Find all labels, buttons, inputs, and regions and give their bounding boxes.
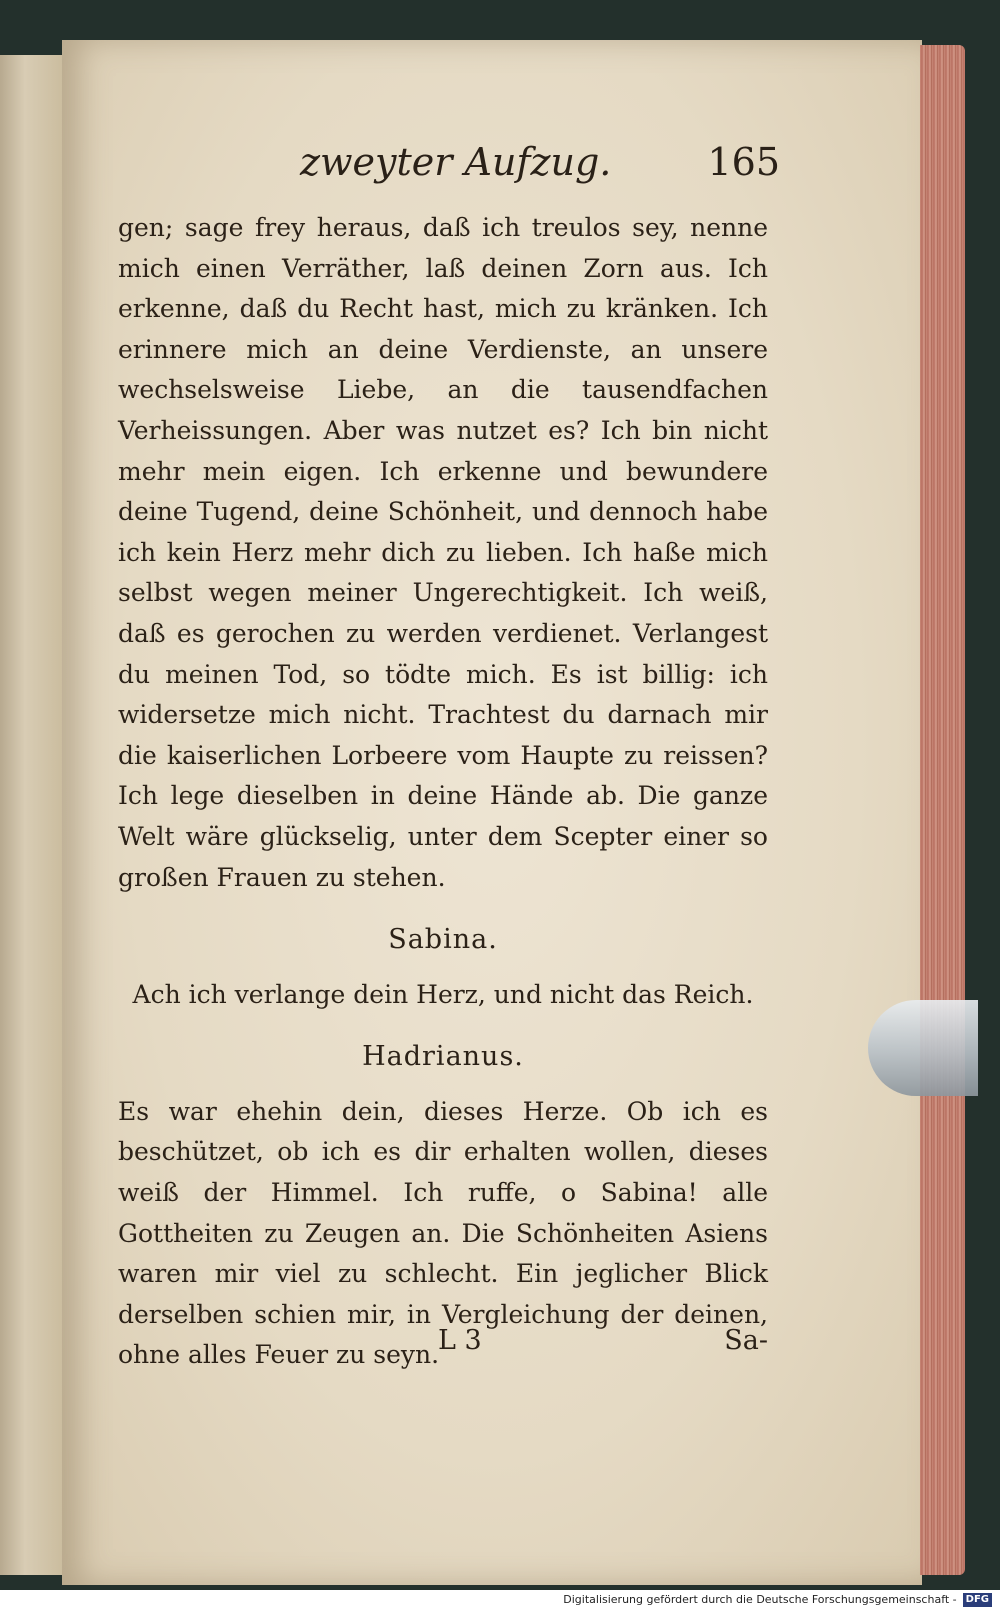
page-header bbox=[290, 140, 780, 200]
credit-text: Digitalisierung gefördert durch die Deutsche Forschungsgemeinschaft - bbox=[563, 1593, 957, 1606]
catchword: Sa- bbox=[724, 1325, 768, 1356]
speaker-name: Sabina. bbox=[388, 924, 498, 956]
signature-mark: L 3 bbox=[438, 1325, 482, 1356]
adjacent-page bbox=[0, 55, 65, 1575]
paragraph: gen; sage frey heraus, daß ich treulos sey, nenne mich einen Verräther, laß deinen Zorn aus. Ich erkenne, daß du Recht hast, mich zu kränken. Ich erinnere mich an deine Verdienste, an unsere wechselsweise Liebe, an die tausendfachen Verheissungen. Aber was nutzet es? Ich bin nicht mehr mein eigen. Ich erkenne und bewundere deine Tugend, deine Schönheit, und dennoch habe ich kein Herz mehr dich zu lieben. Ich haße mich selbst wegen meiner Ungerechtigkeit. Ich weiß, daß es gerochen zu werden verdienet. Verlangest du meinen Tod, so tödte mich. Es ist billig: ich widersetze mich nicht. Trachtest du darnach mir die kaiserlichen Lorbeere vom Haupte zu reissen? Ich lege dieselben in deine Hände ab. Die ganze Welt wäre glückselig, unter dem Scepter einer so großen Frauen zu stehen. bbox=[118, 213, 768, 892]
speech: Ach ich verlange dein Herz, und nicht das Reich. bbox=[132, 979, 754, 1009]
speaker-name: Hadrianus. bbox=[362, 1041, 524, 1073]
page-text bbox=[118, 208, 768, 1376]
dfg-logo-icon: DFG bbox=[963, 1593, 992, 1607]
page-number: 165 bbox=[707, 140, 780, 184]
page-edge bbox=[920, 45, 965, 1575]
running-head: zweyter Aufzug. bbox=[300, 140, 612, 184]
page-clip bbox=[868, 1000, 978, 1096]
speech: Es war ehehin dein, dieses Herze. Ob ich es beschützet, ob ich es dir erhalten wollen, dieses weiß der Himmel. Ich ruffe, o Sabina! alle Gottheiten zu Zeugen an. Die Schönheiten Asiens waren mir viel zu schlecht. Ein jeglicher Blick derselben schien mir, in Vergleichung der deinen, ohne alles Feuer zu seyn. bbox=[118, 1096, 768, 1370]
credit-bar bbox=[0, 1590, 1000, 1610]
page-footer bbox=[118, 1325, 768, 1365]
